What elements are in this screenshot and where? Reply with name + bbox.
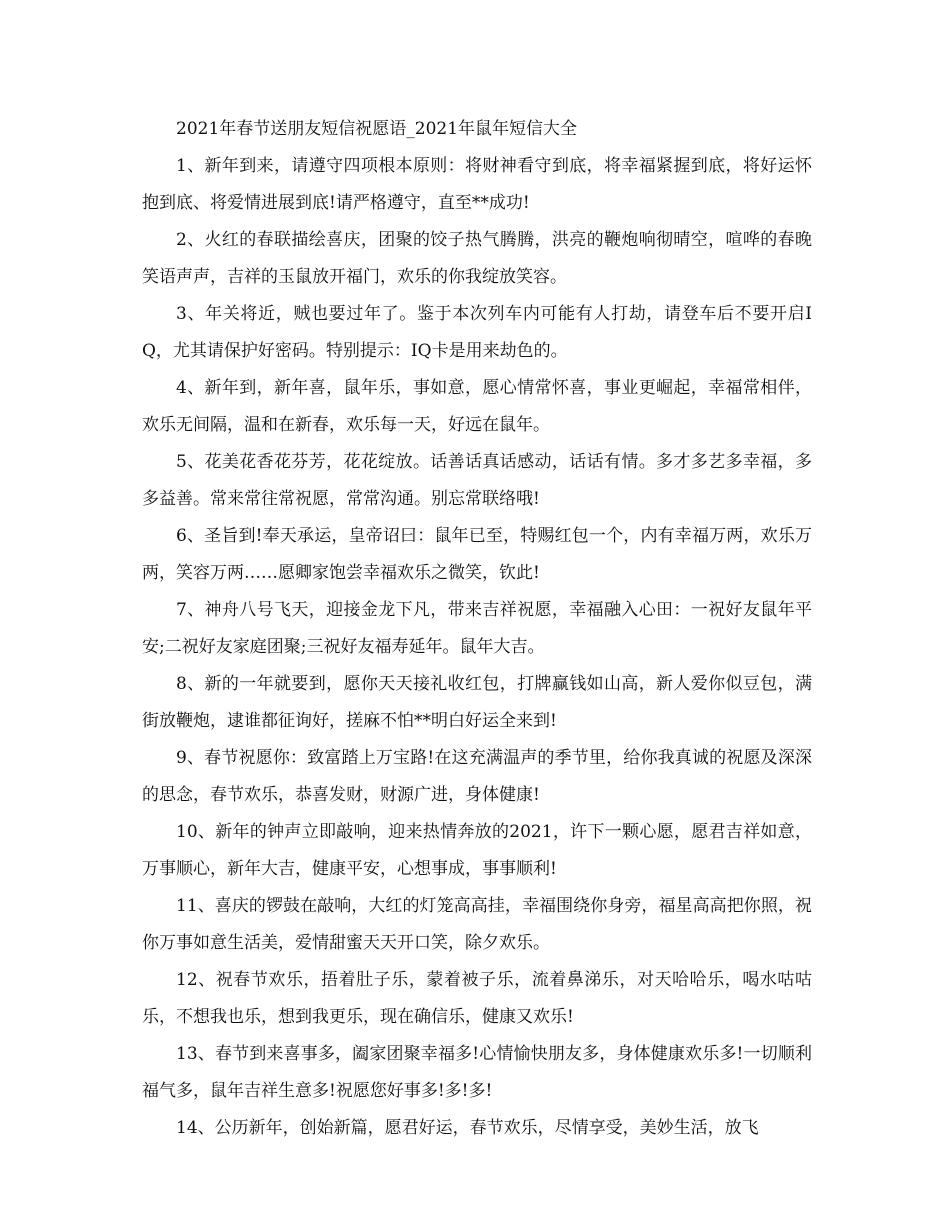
paragraph-13: 13、春节到来喜事多，阖家团聚幸福多!心情愉快朋友多，身体健康欢乐多!一切顺利福气多，鼠年吉祥生意多!祝愿您好事多!多!多! [142, 1044, 812, 1101]
paragraph-10: 10、新年的钟声立即敲响，迎来热情奔放的2021，许下一颗心愿，愿君吉祥如意，万事顺心，新年大吉，健康平安，心想事成，事事顺利! [142, 822, 812, 879]
paragraph-3: 3、年关将近，贼也要过年了。鉴于本次列车内可能有人打劫，请登车后不要开启IQ，尤其请保护好密码。特别提示：IQ卡是用来劫色的。 [142, 304, 812, 361]
paragraph-11: 11、喜庆的锣鼓在敲响，大红的灯笼高高挂，幸福围绕你身旁，福星高高把你照，祝你万事如意生活美，爱情甜蜜天天开口笑，除夕欢乐。 [142, 896, 812, 953]
paragraph-4: 4、新年到，新年喜，鼠年乐，事如意，愿心情常怀喜，事业更崛起，幸福常相伴，欢乐无间隔，温和在新春，欢乐每一天，好远在鼠年。 [142, 378, 812, 435]
document-body [142, 111, 812, 1147]
paragraph-5: 5、花美花香花芬芳，花花绽放。话善话真话感动，话话有情。多才多艺多幸福，多多益善。常来常往常祝愿，常常沟通。别忘常联络哦! [142, 452, 812, 509]
document-title: 2021年春节送朋友短信祝愿语_2021年鼠年短信大全 [176, 119, 578, 139]
paragraph-6: 6、圣旨到!奉天承运，皇帝诏曰：鼠年已至，特赐红包一个，内有幸福万两，欢乐万两，笑容万两……愿卿家饱尝幸福欢乐之微笑，钦此! [142, 526, 812, 583]
paragraph-8: 8、新的一年就要到，愿你天天接礼收红包，打牌赢钱如山高，新人爱你似豆包，满街放鞭炮，逮谁都征询好，搓麻不怕**明白好运全来到! [142, 674, 812, 731]
paragraph-12: 12、祝春节欢乐，捂着肚子乐，蒙着被子乐，流着鼻涕乐，对天哈哈乐，喝水咕咕乐，不想我也乐，想到我更乐，现在确信乐，健康又欢乐! [142, 970, 812, 1027]
paragraph-9: 9、春节祝愿你：致富踏上万宝路!在这充满温声的季节里，给你我真诚的祝愿及深深的思念，春节欢乐，恭喜发财，财源广进，身体健康! [142, 748, 812, 805]
paragraph-7: 7、神舟八号飞天，迎接金龙下凡，带来吉祥祝愿，幸福融入心田：一祝好友鼠年平安;二祝好友家庭团聚;三祝好友福寿延年。鼠年大吉。 [142, 600, 812, 657]
paragraph-14: 14、公历新年，创始新篇，愿君好运，春节欢乐，尽情享受，美妙生活，放飞 [176, 1118, 759, 1138]
paragraph-1: 1、新年到来，请遵守四项根本原则：将财神看守到底，将幸福紧握到底，将好运怀抱到底、将爱情进展到底!请严格遵守，直至**成功! [142, 156, 812, 213]
paragraph-2: 2、火红的春联描绘喜庆，团聚的饺子热气腾腾，洪亮的鞭炮响彻晴空，喧哗的春晚笑语声声，吉祥的玉鼠放开福门，欢乐的你我绽放笑容。 [142, 230, 812, 287]
